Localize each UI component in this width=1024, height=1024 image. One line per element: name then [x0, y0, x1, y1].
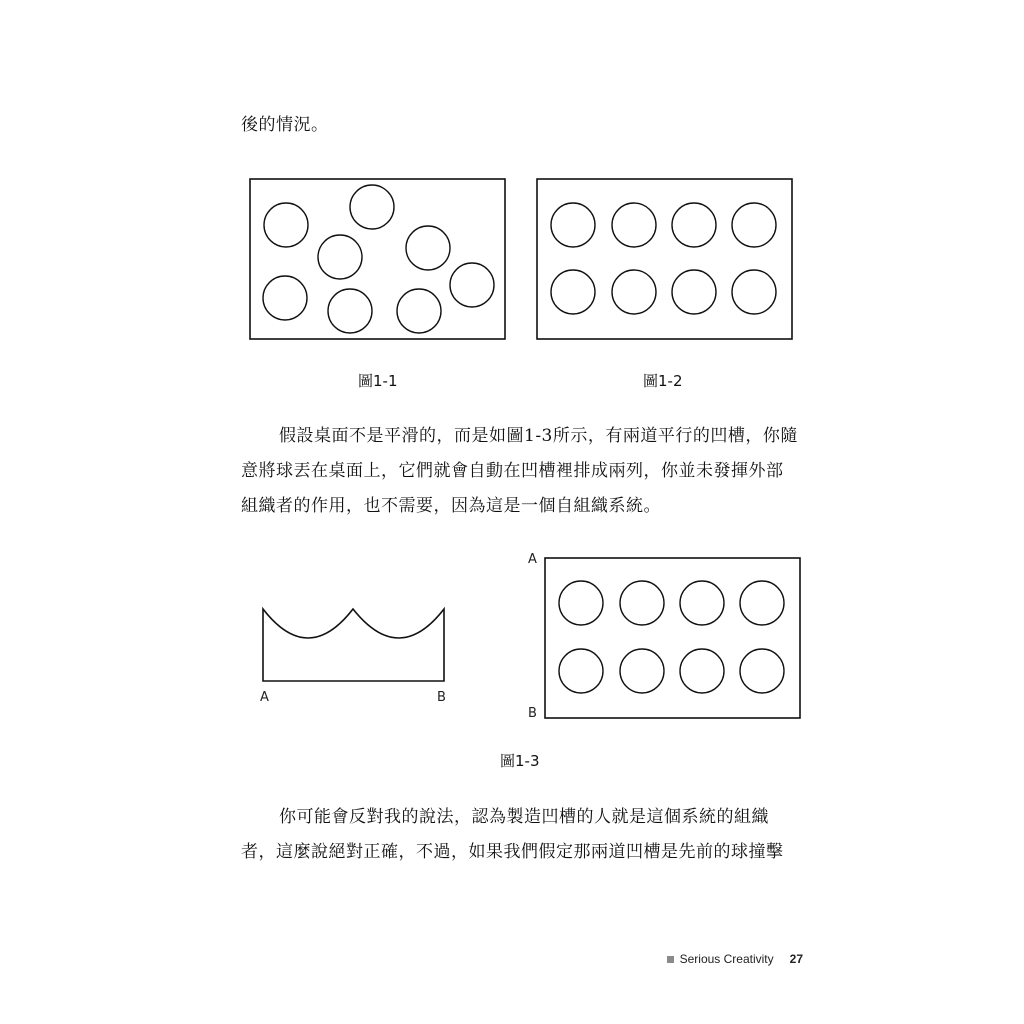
box-bottom-label: B	[528, 706, 537, 721]
paragraph-2	[241, 800, 801, 870]
paragraph-1-line: 組織者的作用，也不需要，因為這是一個自組織系統。	[241, 496, 661, 516]
intro-line	[241, 108, 801, 143]
ball	[672, 203, 716, 247]
figure-1-2-drawing	[536, 178, 794, 341]
ball	[732, 270, 776, 314]
groove-right-label: B	[437, 690, 446, 705]
groove-profile-drawing	[261, 605, 447, 685]
figure-1-1-drawing	[249, 178, 507, 341]
ball	[680, 581, 724, 625]
ball	[620, 581, 664, 625]
page-number: 27	[789, 952, 803, 966]
figure-1-2-caption: 圖1-2	[643, 372, 683, 390]
ball	[559, 581, 603, 625]
ball	[559, 649, 603, 693]
ball	[672, 270, 716, 314]
ball	[350, 185, 394, 229]
figure-1-3-groove-profile	[261, 605, 447, 685]
ball	[612, 203, 656, 247]
paragraph-1-line: 假設桌面不是平滑的，而是如圖1-3所示，有兩道平行的凹槽，你隨	[279, 426, 798, 446]
ball	[397, 289, 441, 333]
figure-1-3-caption: 圖1-3	[500, 752, 540, 770]
ball	[328, 289, 372, 333]
ball	[680, 649, 724, 693]
box-top-label: A	[528, 552, 537, 567]
figure-1-1-caption: 圖1-1	[358, 372, 398, 390]
paragraph-2-line: 你可能會反對我的說法，認為製造凹槽的人就是這個系統的組織	[279, 807, 769, 827]
figure-1-3-table-drawing	[544, 557, 802, 720]
ball	[740, 581, 784, 625]
ball	[620, 649, 664, 693]
groove-outline	[263, 609, 444, 681]
ball	[450, 263, 494, 307]
figure-1-2	[536, 178, 794, 341]
ball	[264, 203, 308, 247]
ball	[318, 235, 362, 279]
groove-left-label: A	[260, 690, 269, 705]
figure-1-3-table	[544, 557, 802, 720]
ball	[406, 226, 450, 270]
intro-text: 後的情況。	[241, 115, 329, 135]
ball	[740, 649, 784, 693]
ball	[732, 203, 776, 247]
paragraph-1	[241, 419, 801, 524]
ball	[612, 270, 656, 314]
footer-square-icon	[667, 956, 674, 963]
ball	[551, 203, 595, 247]
figure-1-1	[249, 178, 507, 341]
ball	[551, 270, 595, 314]
ball	[263, 276, 307, 320]
table-surface-3	[545, 558, 800, 718]
paragraph-2-line: 者，這麼說絕對正確，不過，如果我們假定那兩道凹槽是先前的球撞擊	[241, 842, 784, 862]
book-title: Serious Creativity	[679, 952, 774, 966]
paragraph-1-line: 意將球丟在桌面上，它們就會自動在凹槽裡排成兩列，你並未發揮外部	[241, 461, 784, 481]
page-footer	[667, 952, 803, 966]
